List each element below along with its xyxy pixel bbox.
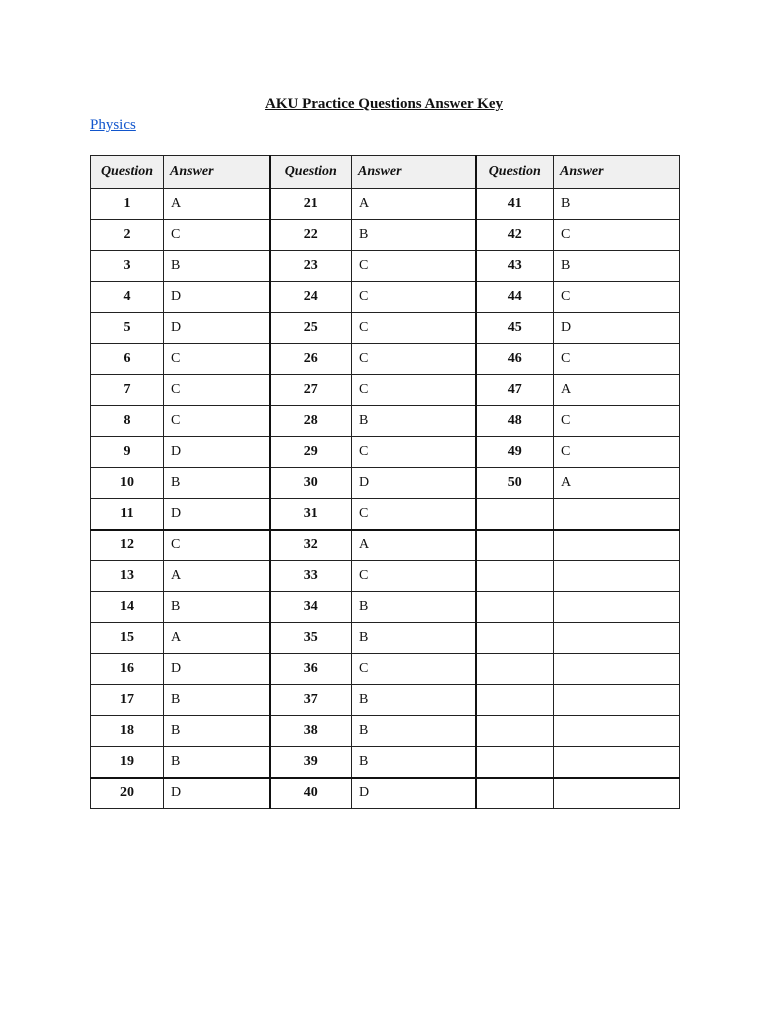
question-number-cell: 18 xyxy=(91,716,164,747)
answer-cell: C xyxy=(554,344,680,375)
question-number-cell: 37 xyxy=(270,685,352,716)
answer-cell: B xyxy=(164,685,270,716)
question-number-cell: 48 xyxy=(476,406,554,437)
answer-cell: C xyxy=(554,406,680,437)
table-row xyxy=(91,778,680,809)
answer-cell: B xyxy=(554,189,680,220)
question-number-cell: 1 xyxy=(91,189,164,220)
question-number-cell: 9 xyxy=(91,437,164,468)
question-number-cell: 50 xyxy=(476,468,554,499)
question-number-cell: 43 xyxy=(476,251,554,282)
table-row xyxy=(91,344,680,375)
question-number-cell: 40 xyxy=(270,778,352,809)
answer-cell: A xyxy=(554,375,680,406)
question-number-cell: 24 xyxy=(270,282,352,313)
question-number-cell xyxy=(476,716,554,747)
table-row xyxy=(91,375,680,406)
answer-cell xyxy=(554,561,680,592)
answer-cell: C xyxy=(352,499,476,530)
question-number-cell xyxy=(476,530,554,561)
question-number-cell: 17 xyxy=(91,685,164,716)
answer-cell xyxy=(554,654,680,685)
question-number-cell: 30 xyxy=(270,468,352,499)
question-number-cell: 35 xyxy=(270,623,352,654)
table-row xyxy=(91,468,680,499)
question-number-cell: 5 xyxy=(91,313,164,344)
answer-cell: B xyxy=(554,251,680,282)
question-number-cell: 41 xyxy=(476,189,554,220)
answer-cell: D xyxy=(164,313,270,344)
answer-cell: C xyxy=(352,344,476,375)
physics-link[interactable]: Physics xyxy=(90,117,136,133)
answer-cell xyxy=(554,716,680,747)
answer-cell: A xyxy=(164,189,270,220)
answer-cell: C xyxy=(164,530,270,561)
answer-cell: A xyxy=(554,468,680,499)
question-number-cell: 36 xyxy=(270,654,352,685)
question-number-cell: 14 xyxy=(91,592,164,623)
answer-cell xyxy=(554,623,680,654)
answer-cell: D xyxy=(164,282,270,313)
question-number-cell: 6 xyxy=(91,344,164,375)
table-row xyxy=(91,747,680,778)
answer-cell: C xyxy=(164,406,270,437)
table-header-row xyxy=(91,156,680,189)
question-number-cell: 33 xyxy=(270,561,352,592)
question-number-cell: 32 xyxy=(270,530,352,561)
question-number-cell xyxy=(476,685,554,716)
answer-cell: D xyxy=(164,437,270,468)
document-title: AKU Practice Questions Answer Key xyxy=(264,96,504,112)
question-number-cell xyxy=(476,778,554,809)
question-number-cell: 11 xyxy=(91,499,164,530)
answer-cell: A xyxy=(352,530,476,561)
question-number-cell: 29 xyxy=(270,437,352,468)
question-number-cell: 46 xyxy=(476,344,554,375)
answer-cell: B xyxy=(164,251,270,282)
answer-cell: A xyxy=(352,189,476,220)
answer-cell: B xyxy=(164,747,270,778)
answer-key-table xyxy=(90,155,680,809)
answer-cell: C xyxy=(352,313,476,344)
question-number-cell xyxy=(476,592,554,623)
answer-cell: B xyxy=(352,406,476,437)
table-row xyxy=(91,251,680,282)
question-number-cell xyxy=(476,499,554,530)
table-row xyxy=(91,592,680,623)
question-number-cell: 27 xyxy=(270,375,352,406)
question-number-cell: 26 xyxy=(270,344,352,375)
answer-cell: A xyxy=(164,561,270,592)
question-number-cell: 12 xyxy=(91,530,164,561)
table-row xyxy=(91,530,680,561)
answer-cell: D xyxy=(554,313,680,344)
question-number-cell: 31 xyxy=(270,499,352,530)
question-number-cell xyxy=(476,623,554,654)
answer-cell: C xyxy=(352,251,476,282)
question-number-cell: 28 xyxy=(270,406,352,437)
question-number-cell: 21 xyxy=(270,189,352,220)
table-row xyxy=(91,654,680,685)
answer-cell: C xyxy=(164,344,270,375)
answer-cell: C xyxy=(554,282,680,313)
answer-cell xyxy=(554,685,680,716)
question-number-cell: 38 xyxy=(270,716,352,747)
question-number-cell xyxy=(476,561,554,592)
answer-cell xyxy=(554,778,680,809)
table-row xyxy=(91,189,680,220)
question-number-cell: 2 xyxy=(91,220,164,251)
answer-cell: C xyxy=(554,437,680,468)
answer-cell: B xyxy=(352,220,476,251)
question-number-cell: 23 xyxy=(270,251,352,282)
table-row xyxy=(91,220,680,251)
question-number-cell: 4 xyxy=(91,282,164,313)
question-number-cell: 25 xyxy=(270,313,352,344)
answer-cell: B xyxy=(352,685,476,716)
table-row xyxy=(91,313,680,344)
question-number-cell xyxy=(476,747,554,778)
table-row xyxy=(91,561,680,592)
answer-cell: B xyxy=(164,592,270,623)
table-row xyxy=(91,406,680,437)
question-number-cell: 22 xyxy=(270,220,352,251)
table-row xyxy=(91,437,680,468)
question-number-cell: 8 xyxy=(91,406,164,437)
question-number-cell: 7 xyxy=(91,375,164,406)
column-header-answer: Answer xyxy=(352,156,476,189)
answer-cell: D xyxy=(352,468,476,499)
answer-cell xyxy=(554,530,680,561)
question-number-cell: 16 xyxy=(91,654,164,685)
question-number-cell: 49 xyxy=(476,437,554,468)
answer-cell xyxy=(554,747,680,778)
answer-cell: C xyxy=(554,220,680,251)
table-row xyxy=(91,685,680,716)
question-number-cell: 47 xyxy=(476,375,554,406)
column-header-answer: Answer xyxy=(164,156,270,189)
question-number-cell: 3 xyxy=(91,251,164,282)
answer-cell xyxy=(554,592,680,623)
question-number-cell: 44 xyxy=(476,282,554,313)
answer-cell: B xyxy=(352,747,476,778)
table-body xyxy=(91,189,680,809)
column-header-question: Question xyxy=(270,156,352,189)
answer-cell: C xyxy=(164,375,270,406)
question-number-cell xyxy=(476,654,554,685)
question-number-cell: 39 xyxy=(270,747,352,778)
answer-cell: D xyxy=(164,654,270,685)
table-row xyxy=(91,623,680,654)
table-row xyxy=(91,716,680,747)
answer-cell: C xyxy=(352,561,476,592)
answer-cell: B xyxy=(352,623,476,654)
question-number-cell: 34 xyxy=(270,592,352,623)
answer-cell: D xyxy=(164,778,270,809)
answer-cell: D xyxy=(164,499,270,530)
column-header-question: Question xyxy=(476,156,554,189)
question-number-cell: 10 xyxy=(91,468,164,499)
answer-cell: B xyxy=(352,592,476,623)
question-number-cell: 45 xyxy=(476,313,554,344)
question-number-cell: 42 xyxy=(476,220,554,251)
answer-cell: C xyxy=(352,375,476,406)
table-row xyxy=(91,282,680,313)
answer-cell: D xyxy=(352,778,476,809)
answer-cell: A xyxy=(164,623,270,654)
question-number-cell: 20 xyxy=(91,778,164,809)
answer-cell: B xyxy=(352,716,476,747)
table-row xyxy=(91,499,680,530)
answer-cell: C xyxy=(352,282,476,313)
answer-cell xyxy=(554,499,680,530)
answer-cell: B xyxy=(164,716,270,747)
column-header-answer: Answer xyxy=(554,156,680,189)
column-header-question: Question xyxy=(91,156,164,189)
answer-cell: C xyxy=(352,437,476,468)
answer-cell: C xyxy=(352,654,476,685)
question-number-cell: 13 xyxy=(91,561,164,592)
answer-cell: B xyxy=(164,468,270,499)
question-number-cell: 15 xyxy=(91,623,164,654)
question-number-cell: 19 xyxy=(91,747,164,778)
answer-cell: C xyxy=(164,220,270,251)
